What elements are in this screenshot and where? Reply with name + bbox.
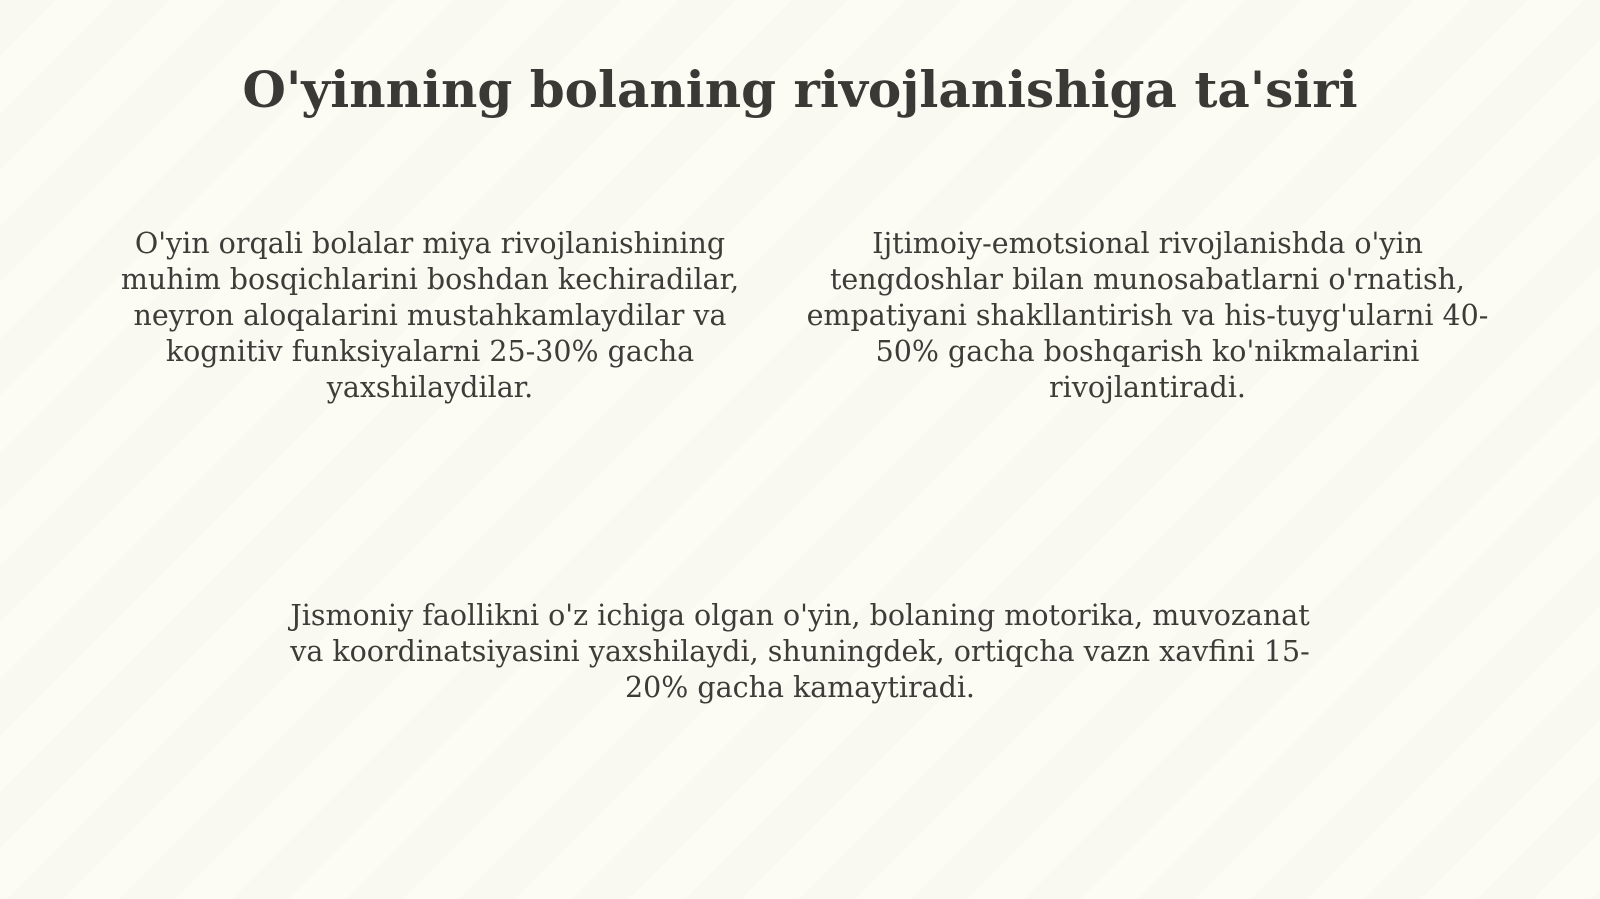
slide-title: O'yinning bolaning rivojlanishiga ta'siri xyxy=(242,60,1358,119)
social-emotional-paragraph: Ijtimoiy-emotsional rivojlanishda o'yin tengdoshlar bilan munosabatlarni o'rnatish, empatiyani shakllantirish va his-tuyg'ularni 40-50% gacha boshqarish ko'nikmalarini rivojlantiradi. xyxy=(806,227,1489,404)
physical-paragraph: Jismoniy faollikni o'z ichiga olgan o'yin, bolaning motorika, muvozanat va koordinatsiyasini yaxshilaydi, shuningdek, ortiqcha vazn xavfini 15-20% gacha kamaytiradi. xyxy=(290,599,1310,704)
cognitive-paragraph: O'yin orqali bolalar miya rivojlanishining muhim bosqichlarini boshdan kechiradilar, neyron aloqalarini mustahkamlaydilar va kognitiv funksiyalarni 25-30% gacha yaxshilaydilar. xyxy=(120,227,740,404)
